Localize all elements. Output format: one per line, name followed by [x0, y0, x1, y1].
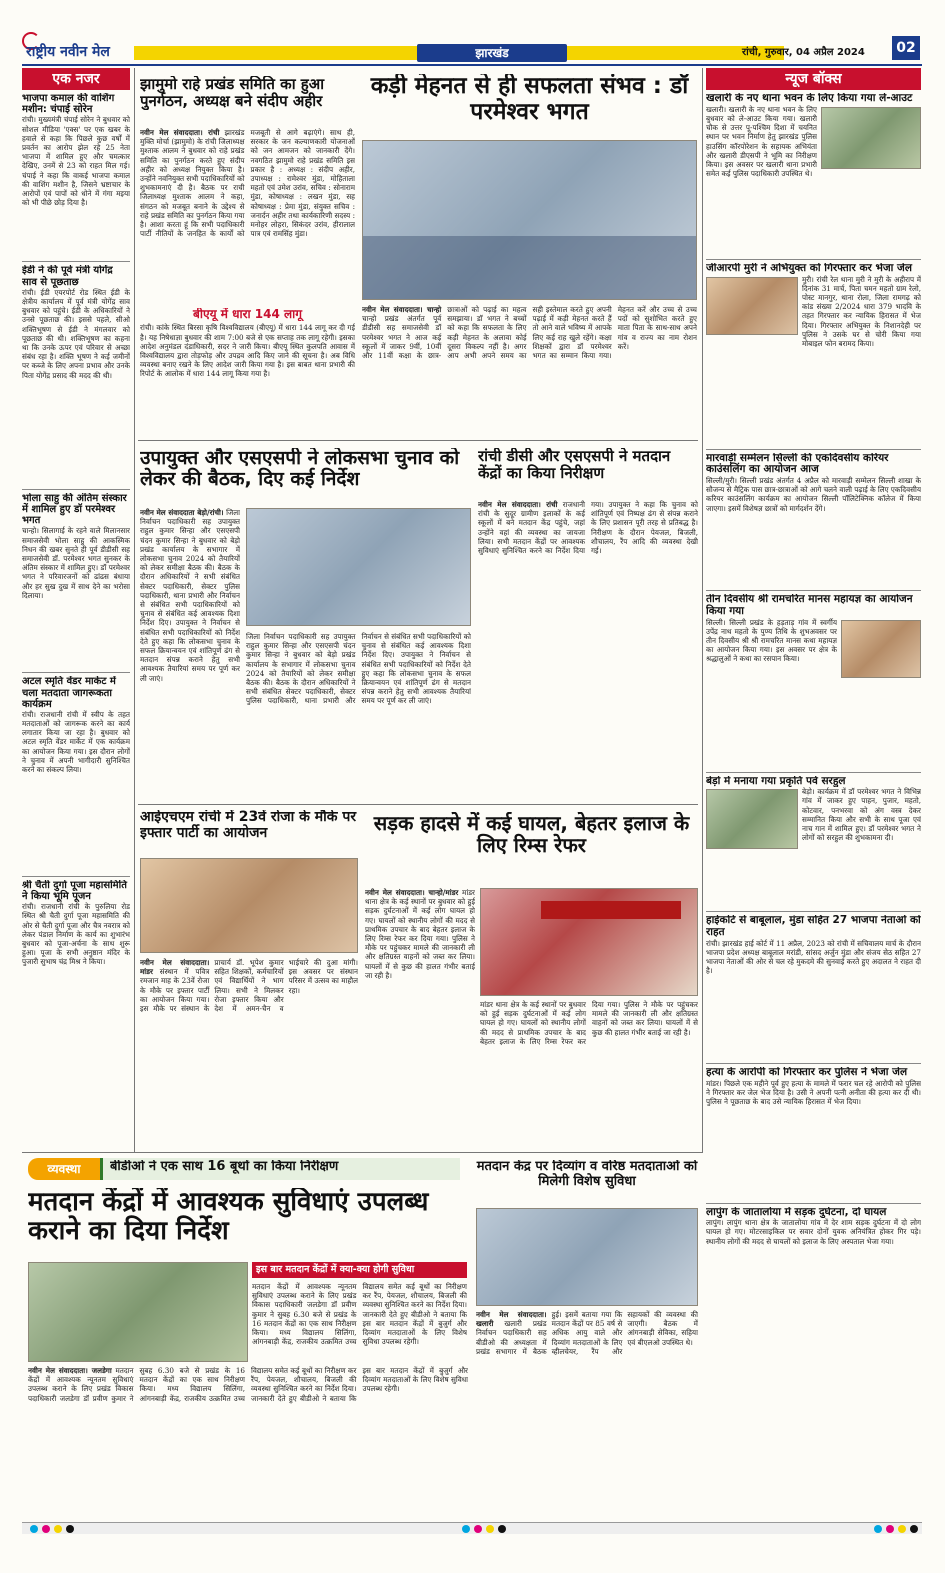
news-item-body: सिल्ली/मुरी। सिल्ली प्रखंड अंतर्गत 4 अप्रैल को मारवाड़ी सम्मेलन सिल्ली शाखा के सौजन्य से मैट्रिक पास छात्र-छात्राओं को आगे चलने वाली पढ़ाई के लिए एकदिवसीय करियर काउंसलिंग कार्यक्रम का आयोजन सिल्ली पॉलिटेक्निक कॉलेज में किया जाएगा। इसमें विशेषज्ञ छात्रों को मार्गदर्शन देंगे।: [706, 476, 921, 513]
news-box-item: [706, 1203, 921, 1379]
news-box-item: [706, 1063, 921, 1199]
bdo-tag: व्यवस्था: [28, 1158, 100, 1180]
nazar-item-head: अटल स्मृति वेंडर मार्केट में चला मतदाता जागरूकता कार्यक्रम: [22, 676, 116, 710]
divyang-text: खलारी प्रखंड निर्वाचन पदाधिकारी सह बीडीओ की अध्यक्षता में प्रखंड सभागार में बैठक हुई। इसमें बताया गया कि मतदान केंद्रों पर 85 वर्ष से अधिक आयु वाले और दिव्यांग मतदाताओं के लिए व्हीलचेयर, रैंप और सहायकों की व्यवस्था की जाएगी। बैठक में आंगनबाड़ी सेविका, सहिया एवं बीएलओ उपस्थित थे।: [476, 1310, 698, 1356]
news-item-head: खलारी के नए थाना भवन के लिए किया गया ले-आउट: [706, 93, 913, 104]
nazar-item-head: भोला साहु की अंतिम संस्कार में शामिल हुए डॉ परमेश्वर भगत: [22, 492, 127, 527]
meeting-photo: [246, 508, 471, 626]
news-item-photo: [841, 620, 921, 678]
nazar-item-head: भाजपा कमाल की वाशिंग मशीन: चंपाई सोरेन: [22, 93, 115, 116]
booth-visit-photo: [28, 1262, 248, 1362]
news-item-body: बेड़ो। कार्यक्रम में डॉ परमेश्वर भगत ने विभिन्न गांव में जाकर हुए पाहन, पुजार, महतो, कोटवार, पनभरवा को अंग वस्त्र देकर सम्मानित किया और सभी के साथ पूजा एवं नाच गान में शामिल हुए। डॉ परमेश्वर भगत ने लोगों को सरहुल की शुभकामना दी।: [802, 787, 921, 843]
news-item-head: जीआरपी मुरी ने अभियुक्त को गिरफ्तार कर भेजा जेल: [706, 262, 912, 274]
bit-story-box: [140, 308, 355, 436]
bdo-subhead: बीडीओ ने एक साथ 16 बूथों का किया निरीक्षण: [110, 1160, 339, 1174]
main-headline: कड़ी मेहनत से ही सफलता संभव : डॉ परमेश्वर भगत: [370, 74, 689, 125]
iftar-body: [140, 958, 358, 1148]
jmm-body: [140, 128, 355, 306]
state-tab: झारखंड: [417, 44, 567, 62]
section-rule: [138, 440, 698, 441]
nazar-item-body: रांची। ईडी एयरपोर्ट रोड स्थित ईडी के क्षेत्रीय कार्यालय में पूर्व मंत्री योगेंद्र साव बुधवार को पहुंचे। ईडी के अधिकारियों ने उनसे पूछताछ की। इससे पहले, सीओ शक्तिभूषण से ईडी ने मंगलवार को पूछताछ की थी। शक्तिभूषण का कहना था कि उनके ऊपर एवं परिवार से अच्छा संबंध रहा है। शक्ति भूषण ने कई जमीनों पर कब्जे के लिए अपना प्रभाव और उनके पिता योगेंद्र प्रसाद की मदद की थी।: [22, 287, 130, 380]
classroom-photo: [362, 140, 697, 300]
bdo-body-right: मतदान केंद्रों में आवश्यक न्यूनतम सुविधाएं उपलब्ध कराने के लिए प्रखंड विकास पदाधिकारी जलडेगा डॉ प्रवीण कुमार ने सुबह 6.30 बजे से प्रखंड के 16 मतदान केंद्रों का एक साथ निरीक्षण किया। मध्य विद्यालय सिलिंगा, आंगनबाड़ी केंद्र, राजकीय उत्क्रमित उच्च विद्यालय समेत कई बूथों का निरीक्षण कर रैंप, पेयजल, शौचालय, बिजली की व्यवस्था सुनिश्चित करने का निर्देश दिया। जानकारी देते हुए बीडीओ ने बताया कि इस बार मतदान केंद्रों में बुजुर्ग और दिव्यांग मतदाताओं के लिए विशेष सुविधा उपलब्ध रहेगी।: [252, 1282, 467, 1347]
nazar-item: [22, 93, 130, 255]
accident-byline: नवीन मेल संवाददाता। चान्हो/मांडर: [365, 888, 459, 897]
news-box-item: [706, 772, 921, 908]
nazar-item: [22, 489, 130, 667]
bdo-body-bottom: [28, 1366, 468, 1514]
jmm-headline: झामुमो राहे प्रखंड समिति का हुआ पुनर्गठन, अध्यक्ष बने संदीप अहीर: [140, 76, 325, 110]
nazar-item-body: रांची। राजधानी रांची में स्वीप के तहत मतदाताओं को जागरूक करने का कार्य लगातार किया जा रहा है। बुधवार को अटल स्मृति वेंडर मार्केट में एक कार्यक्रम का आयोजन किया गया। इस दौरान लोगों ने चुनाव में अपनी भागीदारी सुनिश्चित करने का संकल्प लिया।: [22, 709, 130, 775]
ek-nazar-tab: एक नजर: [22, 68, 130, 90]
page-number: 02: [892, 36, 920, 60]
section-rule: [138, 804, 698, 805]
news-box-item: [706, 590, 921, 768]
news-item-body: मुरी। रांची रेल थाना मुरी ने मुरी के अहीराप में दिनांक 31 मार्च, पिता चमन महतो ग्राम रेलो, पोस्ट मानगुर, थाना रोला, जिला रामगढ़ को कांड संख्या 2/2024 धारा 379 भादवि के तहत गिरफ्तार कर न्यायिक हिरासत में भेज दिया। गिरफ्तार अभियुक्त के निशानदेही पर पुलिस ने उसके घर से चोरी किया गया मोबाइल फोन बरामद किया।: [802, 274, 921, 348]
dc-body-left: [140, 508, 240, 798]
nazar-item-head: श्री चैती दुर्गा पूजा महासमिति ने किया भूमि पूजन: [22, 879, 127, 903]
divyang-body: [476, 1310, 698, 1514]
bdo-byline: नवीन मेल संवाददाता। जलडेगा: [28, 1366, 112, 1375]
accident-text: मांडर थाना क्षेत्र के कई स्थानों पर बुधवार को हुई सड़क दुर्घटनाओं में कई लोग घायल हो गए। घायलों को स्थानीय लोगों की मदद से प्राथमिक उपचार के बाद बेहतर इलाज के लिए रिम्स रेफर कर दिया गया। पुलिस ने मौके पर पहुंचकर मामले की जानकारी ली और क्षतिग्रस्त वाहनों को जब्त कर लिया। घायलों में से कुछ की हालत गंभीर बताई जा रही है।: [365, 888, 475, 980]
dc-byline: नवीन मेल संवाददाता बेड़ो/रांची।: [140, 508, 224, 517]
news-item-head: हाईकोर्ट से बाबूलाल, मुंडा सहित 27 भाजपा नेताओं को राहत: [706, 915, 921, 938]
dc-text: जिला निर्वाचन पदाधिकारी सह उपायुक्त राहुल कुमार सिन्हा और एसएसपी चंदन कुमार सिन्हा ने बुधवार को बेड़ो प्रखंड कार्यालय के सभागार में लोकसभा चुनाव 2024 को तैयारियों को लेकर समीक्षा बैठक की। बैठक के दौरान अधिकारियों ने सभी संबंधित सेक्टर पदाधिकारी, सेक्टर पुलिस पदाधिकारी, थाना प्रभारी और निर्वाचन से संबंधित सभी पदाधिकारियों को चुनाव से संबंधित कई आवश्यक दिशा निर्देश दिए। उपायुक्त ने निर्वाचन से संबंधित सभी पदाधिकारियों को निर्देश देते हुए कहा कि लोकसभा चुनाव के सफल क्रियान्वयन एवं शांतिपूर्ण ढंग से मतदान संपन्न कराने हेतु सभी आवश्यक तैयारियां समय पर पूर्ण कर ली जाएं।: [140, 508, 240, 683]
news-box-item: [706, 911, 921, 1059]
bit-body: रांची। कांके स्थित बिरसा कृषि विश्वविद्यालय (बीएयू) में धारा 144 लागू कर दी गई है। यह निषेधाज्ञा बुधवार की शाम 7:00 बजे से एक सप्ताह तक लागू रहेगी। इसका आदेश अनुमंडल दंडाधिकारी, सदर ने जारी किया। बीएयू स्थित कुलपति आवास में विश्वविद्यालय द्वारा तोड़फोड़ और उपद्रव आदि किए जाने की सूचना है। अब विधि व्यवस्था बनाए रखने के लिए आदेश जारी किया गया है। इस बाबत थाना प्रभारी की रिपोर्ट के आलोक में धारा 144 लागू किया गया है।: [140, 323, 355, 379]
bdo-headline: मतदान केंद्रों में आवश्यक सुविधाएं उपलब्ध कराने का दिया निर्देश: [28, 1188, 429, 1247]
nazar-item-head: ईडी ने की पूर्व मंत्री योगेंद्र साव से पूछताछ: [22, 265, 113, 288]
nazar-item: [22, 876, 130, 1072]
accident-body-left: [365, 888, 475, 1148]
booth-byline: नवीन मेल संवाददाता। रांची: [478, 500, 558, 509]
dateline: रांची, गुरुवार, 04 अप्रैल 2024: [742, 47, 865, 58]
dc-headline: उपायुक्त और एसएसपी ने लोकसभा चुनाव को लेकर की बैठक, दिए कई निर्देश: [140, 448, 460, 491]
news-box-item: [706, 449, 921, 587]
nazar-item-body: रांची। मुख्यमंत्री चंपाई सोरेन ने बुधवार को सोशल मीडिया 'एक्स' पर एक खबर के हवाले से कहा कि पिछले कुछ वर्षों में प्रवर्तन का आरोप झेल रहे 25 नेता भाजपा में शामिल हुए और चमत्कार देखिए, उनमें से 23 को राहत मिल गई। चंपाई ने कहा कि वाकई भाजपा कमाल की वाशिंग मशीन है, जिसने भ्रष्टाचार के आरोपों एवं पापों को धोने में गंगा मइया को भी पीछे छोड़ दिया है।: [22, 115, 130, 208]
divyang-byline: नवीन मेल संवाददाता। खलारी: [476, 1310, 547, 1329]
masthead-rule: [22, 64, 922, 66]
iftar-photo: [140, 858, 358, 953]
nazar-item-body: चान्हो। सिलागाई के रहने वाले मिलानसार समाजसेवी भोला साहु की आकस्मिक निधन की खबर सुनते ही पूर्व डीडीसी सह समाजसेवी डॉ. परमेश्वर भगत सुनकर के अंतिम संस्कार में शामिल हुए। डॉ परमेश्वर भगत ने परिवारजनों को ढांढस बंधाया और हर सुख दुख में साथ देने का भरोसा दिलाया।: [22, 526, 130, 600]
news-box-column: [706, 93, 921, 1513]
section-rule: [22, 1152, 702, 1153]
paper-name: राष्ट्रीय नवीन मेल: [26, 44, 110, 60]
jmm-text: झारखंड मुक्ति मोर्चा (झामुमो) के रांची जिलाध्यक्ष मुश्ताक आलम ने बुधवार को राहे प्रखंड समिति का पुनर्गठन करते हुए संदीप अहीर को अध्यक्ष नियुक्त किया है। उन्होंने नवनियुक्त सभी पदाधिकारियों को शुभकामनाएं दी है। बैठक पर राची जिलाध्यक्ष मुश्ताक आलम ने कहा, संगठन को मजबूत बनाने के उद्देश्य से राहे प्रखंड समिति का पुनर्गठन किया गया है। आशा करता हूं कि सभी पदाधिकारी पार्टी नीतियों के जनहित के कार्यों को मजबूती से आगे बढ़ाएंगे। साथ ही, सरकार के जन कल्याणकारी योजनाओं को जन आमजन को जानकारी देंगे। नवगठित झामुमो राहे प्रखंड समिति इस प्रकार है : अध्यक्ष : संदीप अहीर, उपाध्यक्ष : रामेश्वर मुंडा, मोहिताला महतो एवं उमेश उरांव, सचिव : सोनाराम मुंडा, कोषाध्यक्ष : लखन मुंडा, सह कोषाध्यक्ष : प्रेमा मुंडा, संयुक्त सचिव : जनार्दन अहीर तथा कार्यकारिणी सदस्य : मनोहर लोहरा, सिकंदर उरांव, हीरालाल पात्र एवं रामसिंह मुंडा।: [140, 128, 355, 239]
news-item-head: लापुंग के जातालोया में सड़क दुर्घटना, दो घायल: [706, 1206, 887, 1218]
news-item-head: हत्या के आरोपी को गिरफ्तार कर पुलिस ने भेजा जेल: [706, 1066, 908, 1078]
nazar-item: [22, 672, 130, 870]
news-item-body: लापुंग। लापुंग थाना क्षेत्र के जातालोया गांव में देर शाम सड़क दुर्घटना में दो लोग घायल हो गए। मोटरसाइकिल पर सवार दोनों युवक अनियंत्रित होकर गिर पड़े। स्थानीय लोगों की मदद से घायलों को इलाज के लिए अस्पताल भेजा गया।: [706, 1218, 921, 1246]
news-box-item: [706, 259, 921, 445]
iftar-headline: आईएचएम रांची में 23वें रोजा के मौके पर इफ्तार पार्टी का आयोजन: [140, 810, 357, 841]
iftar-byline: नवीन मेल संवाददाता। मांडर: [140, 958, 210, 977]
booth-headline: रांची डीसी और एसएसपी ने मतदान केंद्रों का किया निरीक्षण: [478, 448, 671, 482]
accident-headline: सड़क हादसे में कई घायल, बेहतर इलाज के लिए रिम्स रेफर: [373, 812, 690, 857]
news-item-body: सिल्ली। सिल्ली प्रखंड के हड़ताड़ गांव में स्वर्गीय उपेंद्र नाथ महतो के पुण्य तिथि के शुभअवसर पर तीन दिवसीय श्री श्री रामचरित मानस कथा महायज्ञ का आयोजन किया गया। इस अवसर पर क्षेत्र के श्रद्धालुओं ने कथा का रसपान किया।: [706, 617, 837, 664]
news-item-body: खलारी। खलारी के नए थाना भवन के लिए बुधवार को ले-आउट किया गया। खलारी चौक से उत्तर पू-पश्चिम दिशा में चयनित स्थान पर भवन निर्माण हेतु झारखंड पुलिस हाउसिंग कॉरपोरेशन के सहायक अभियंता और खलारी डीएसपी ने भूमि का निरीक्षण किया। इस अवसर पर खलारी थाना प्रभारी समेत कई पुलिस पदाधिकारी उपस्थित थे।: [706, 104, 817, 179]
divyang-headline: मतदान केंद्र पर दिव्यांग व वरिष्ठ मतदाताओं को मिलेगी विशेष सुविधा: [476, 1160, 698, 1189]
news-item-photo: [706, 789, 798, 849]
booth-body: [478, 500, 698, 798]
news-item-head: बेड़ो में मनाया गया प्रकृति पर्व सरहुल: [706, 775, 846, 787]
dc-body-right: जिला निर्वाचन पदाधिकारी सह उपायुक्त राहुल कुमार सिन्हा और एसएसपी चंदन कुमार सिन्हा ने बुधवार को बेड़ो प्रखंड कार्यालय के सभागार में लोकसभा चुनाव 2024 को तैयारियों को लेकर समीक्षा बैठक की। बैठक के दौरान अधिकारियों ने सभी संबंधित सेक्टर पदाधिकारी, सेक्टर पुलिस पदाधिकारी, थाना प्रभारी और निर्वाचन से संबंधित सभी पदाधिकारियों को चुनाव से संबंधित कई आवश्यक दिशा निर्देश दिए। उपायुक्त ने निर्वाचन से संबंधित सभी पदाधिकारियों को निर्देश देते हुए कहा कि लोकसभा चुनाव के सफल क्रियान्वयन एवं शांतिपूर्ण ढंग से मतदान संपन्न कराने हेतु सभी आवश्यक तैयारियां समय पर पूर्ण कर ली जाएं।: [246, 632, 471, 706]
main-text: चान्हो प्रखंड अंतर्गत पूर्व डीडीसी सह समाजसेवी डॉ परमेश्वर भगत ने आज कई स्कूलों में जाकर 9वीं, 10वीं और 11वीं कक्षा के छात्र-छात्राओं को पढ़ाई का महत्व समझाया। डॉ भगत ने बच्चों को कहा कि सफलता के लिए कड़ी मेहनत के अलावा कोई दूसरा विकल्प नहीं है। अगर आप अभी अपने समय का सही इस्तेमाल करते हुए अपनी पढ़ाई में कड़ी मेहनत करते हैं तो आने वाले भविष्य में आपके लिए कई राह खुले रहेंगे। कक्षा शिक्षकों द्वारा डॉ परमेश्वर भगत का सम्मान किया गया। मेहनत करें और उच्च से उच्च पदों को सुशोभित करते हुए माता पिता के साथ-साथ अपने गांव व राज्य का नाम रोशन करें।: [362, 305, 697, 361]
nazar-item-body: रांची। राजधानी रांची के पुरुलिया रोड स्थित श्री चैती दुर्गा पूजा महासमिति की ओर से चैती दुर्गा पूजा और चैत्र नवरात्र को लेकर पंडाल निर्माण के कार्य का शुभारंभ बुधवार को पूजा-अर्चना के साथ शुरू हुआ। पूजा के सभी अनुष्ठान मंदिर के पुजारी सुभाष चंद्र मिश्र ने किया।: [22, 902, 130, 967]
news-box-item: [706, 93, 921, 255]
column-divider: [702, 68, 703, 1153]
nazar-item: [22, 261, 130, 482]
booth-text: राजधानी रांची के सुदूर ग्रामीण इलाकों के कई स्कूलों में बने मतदान केंद्र पहुंचे, जहां उन्होंने वहां की व्यवस्था का जायजा लिया। सभी मतदान केंद्रों पर आवश्यक सुविधाएं सुनिश्चित करने का निर्देश दिया गया। उपायुक्त ने कहा कि चुनाव को शांतिपूर्ण एवं निष्पक्ष ढंग से संपन्न कराने के लिए प्रशासन पूरी तरह से प्रतिबद्ध है। निरीक्षण के दौरान पेयजल, बिजली, शौचालय, रैंप आदि की व्यवस्था देखी गई।: [478, 500, 698, 556]
meeting-hall-photo: [476, 1208, 698, 1306]
ek-nazar-column: [22, 93, 130, 1153]
news-item-body: रांची। झारखंड हाई कोर्ट में 11 अप्रैल, 2023 को रांची में सचिवालय मार्च के दौरान भाजपा प्रदेश अध्यक्ष बाबूलाल मरांडी, सांसद अर्जुन मुंडा और संजय सेठ सहित 27 भाजपा नेताओं की ओर से चल रहे मुकदमे की सुनवाई करते हुए अदालत ने राहत दी है।: [706, 938, 921, 976]
main-body: [362, 305, 697, 433]
print-registration-bar: [22, 1522, 922, 1534]
accident-body-right: मांडर थाना क्षेत्र के कई स्थानों पर बुधवार को हुई सड़क दुर्घटनाओं में कई लोग घायल हो गए। घायलों को स्थानीय लोगों की मदद से प्राथमिक उपचार के बाद बेहतर इलाज के लिए रिम्स रेफर कर दिया गया। पुलिस ने मौके पर पहुंचकर मामले की जानकारी ली और क्षतिग्रस्त वाहनों को जब्त कर लिया। घायलों में से कुछ की हालत गंभीर बताई जा रही है।: [480, 1000, 698, 1046]
news-item-head: तीन दिवसीय श्री रामचरित मानस महायज्ञ का आयोजन किया गया: [706, 594, 913, 617]
masthead: [22, 40, 922, 62]
news-box-tab: न्यूज बॉक्स: [706, 68, 921, 90]
column-divider: [134, 68, 135, 1153]
hospital-photo: [480, 888, 698, 996]
bit-headline: बीएयू में धारा 144 लागू: [193, 308, 302, 321]
jmm-byline: नवीन मेल संवाददाता। रांची: [140, 128, 220, 137]
bdo-strap: इस बार मतदान केंद्रों में क्या-क्या होगी सुविधा: [252, 1262, 467, 1278]
news-item-photo: [706, 277, 798, 335]
bdo-text: मतदान केंद्रों में आवश्यक न्यूनतम सुविधाएं उपलब्ध कराने के लिए प्रखंड विकास पदाधिकारी जलडेगा डॉ प्रवीण कुमार ने सुबह 6.30 बजे से प्रखंड के 16 मतदान केंद्रों का एक साथ निरीक्षण किया। मध्य विद्यालय सिलिंगा, आंगनबाड़ी केंद्र, राजकीय उत्क्रमित उच्च विद्यालय समेत कई बूथों का निरीक्षण कर रैंप, पेयजल, शौचालय, बिजली की व्यवस्था सुनिश्चित करने का निर्देश दिया। जानकारी देते हुए बीडीओ ने बताया कि इस बार मतदान केंद्रों में बुजुर्ग और दिव्यांग मतदाताओं के लिए विशेष सुविधा उपलब्ध रहेगी।: [28, 1366, 468, 1403]
news-item-head: मारवाड़ी सम्मेलन सिल्ली की एकदिवसीय करियर काउंसलिंग का आयोजन आज: [706, 452, 889, 476]
iftar-text: संस्थान में पवित्र रमजान माह के 23वें रोजा के मौके पर इफ्तार पार्टी का आयोजन किया गया। इस मौके पर संस्थान के प्राचार्य डॉ. भूपेश कुमार सहित शिक्षकों, कर्मचारियों एवं विद्यार्थियों ने भाग लिया। सभी ने मिलकर रोजा इफ्तार किया और देश में अमन-चैन व भाईचारे की दुआ मांगी। इस अवसर पर संस्थान परिसर में उत्सव का माहौल रहा।: [140, 958, 358, 1014]
main-byline: नवीन मेल संवाददाता। चान्हो: [362, 305, 442, 314]
news-item-body: मांडर। पिछले एक महीने पूर्व हुए हत्या के मामले में फरार चल रहे आरोपी को पुलिस ने गिरफ्तार कर जेल भेज दिया है। उसी ने अपनी पत्नी अनीता की हत्या कर दी थी। पुलिस ने पूछताछ के बाद उसे न्यायिक हिरासत में भेज दिया।: [706, 1078, 921, 1106]
news-item-photo: [821, 107, 921, 169]
